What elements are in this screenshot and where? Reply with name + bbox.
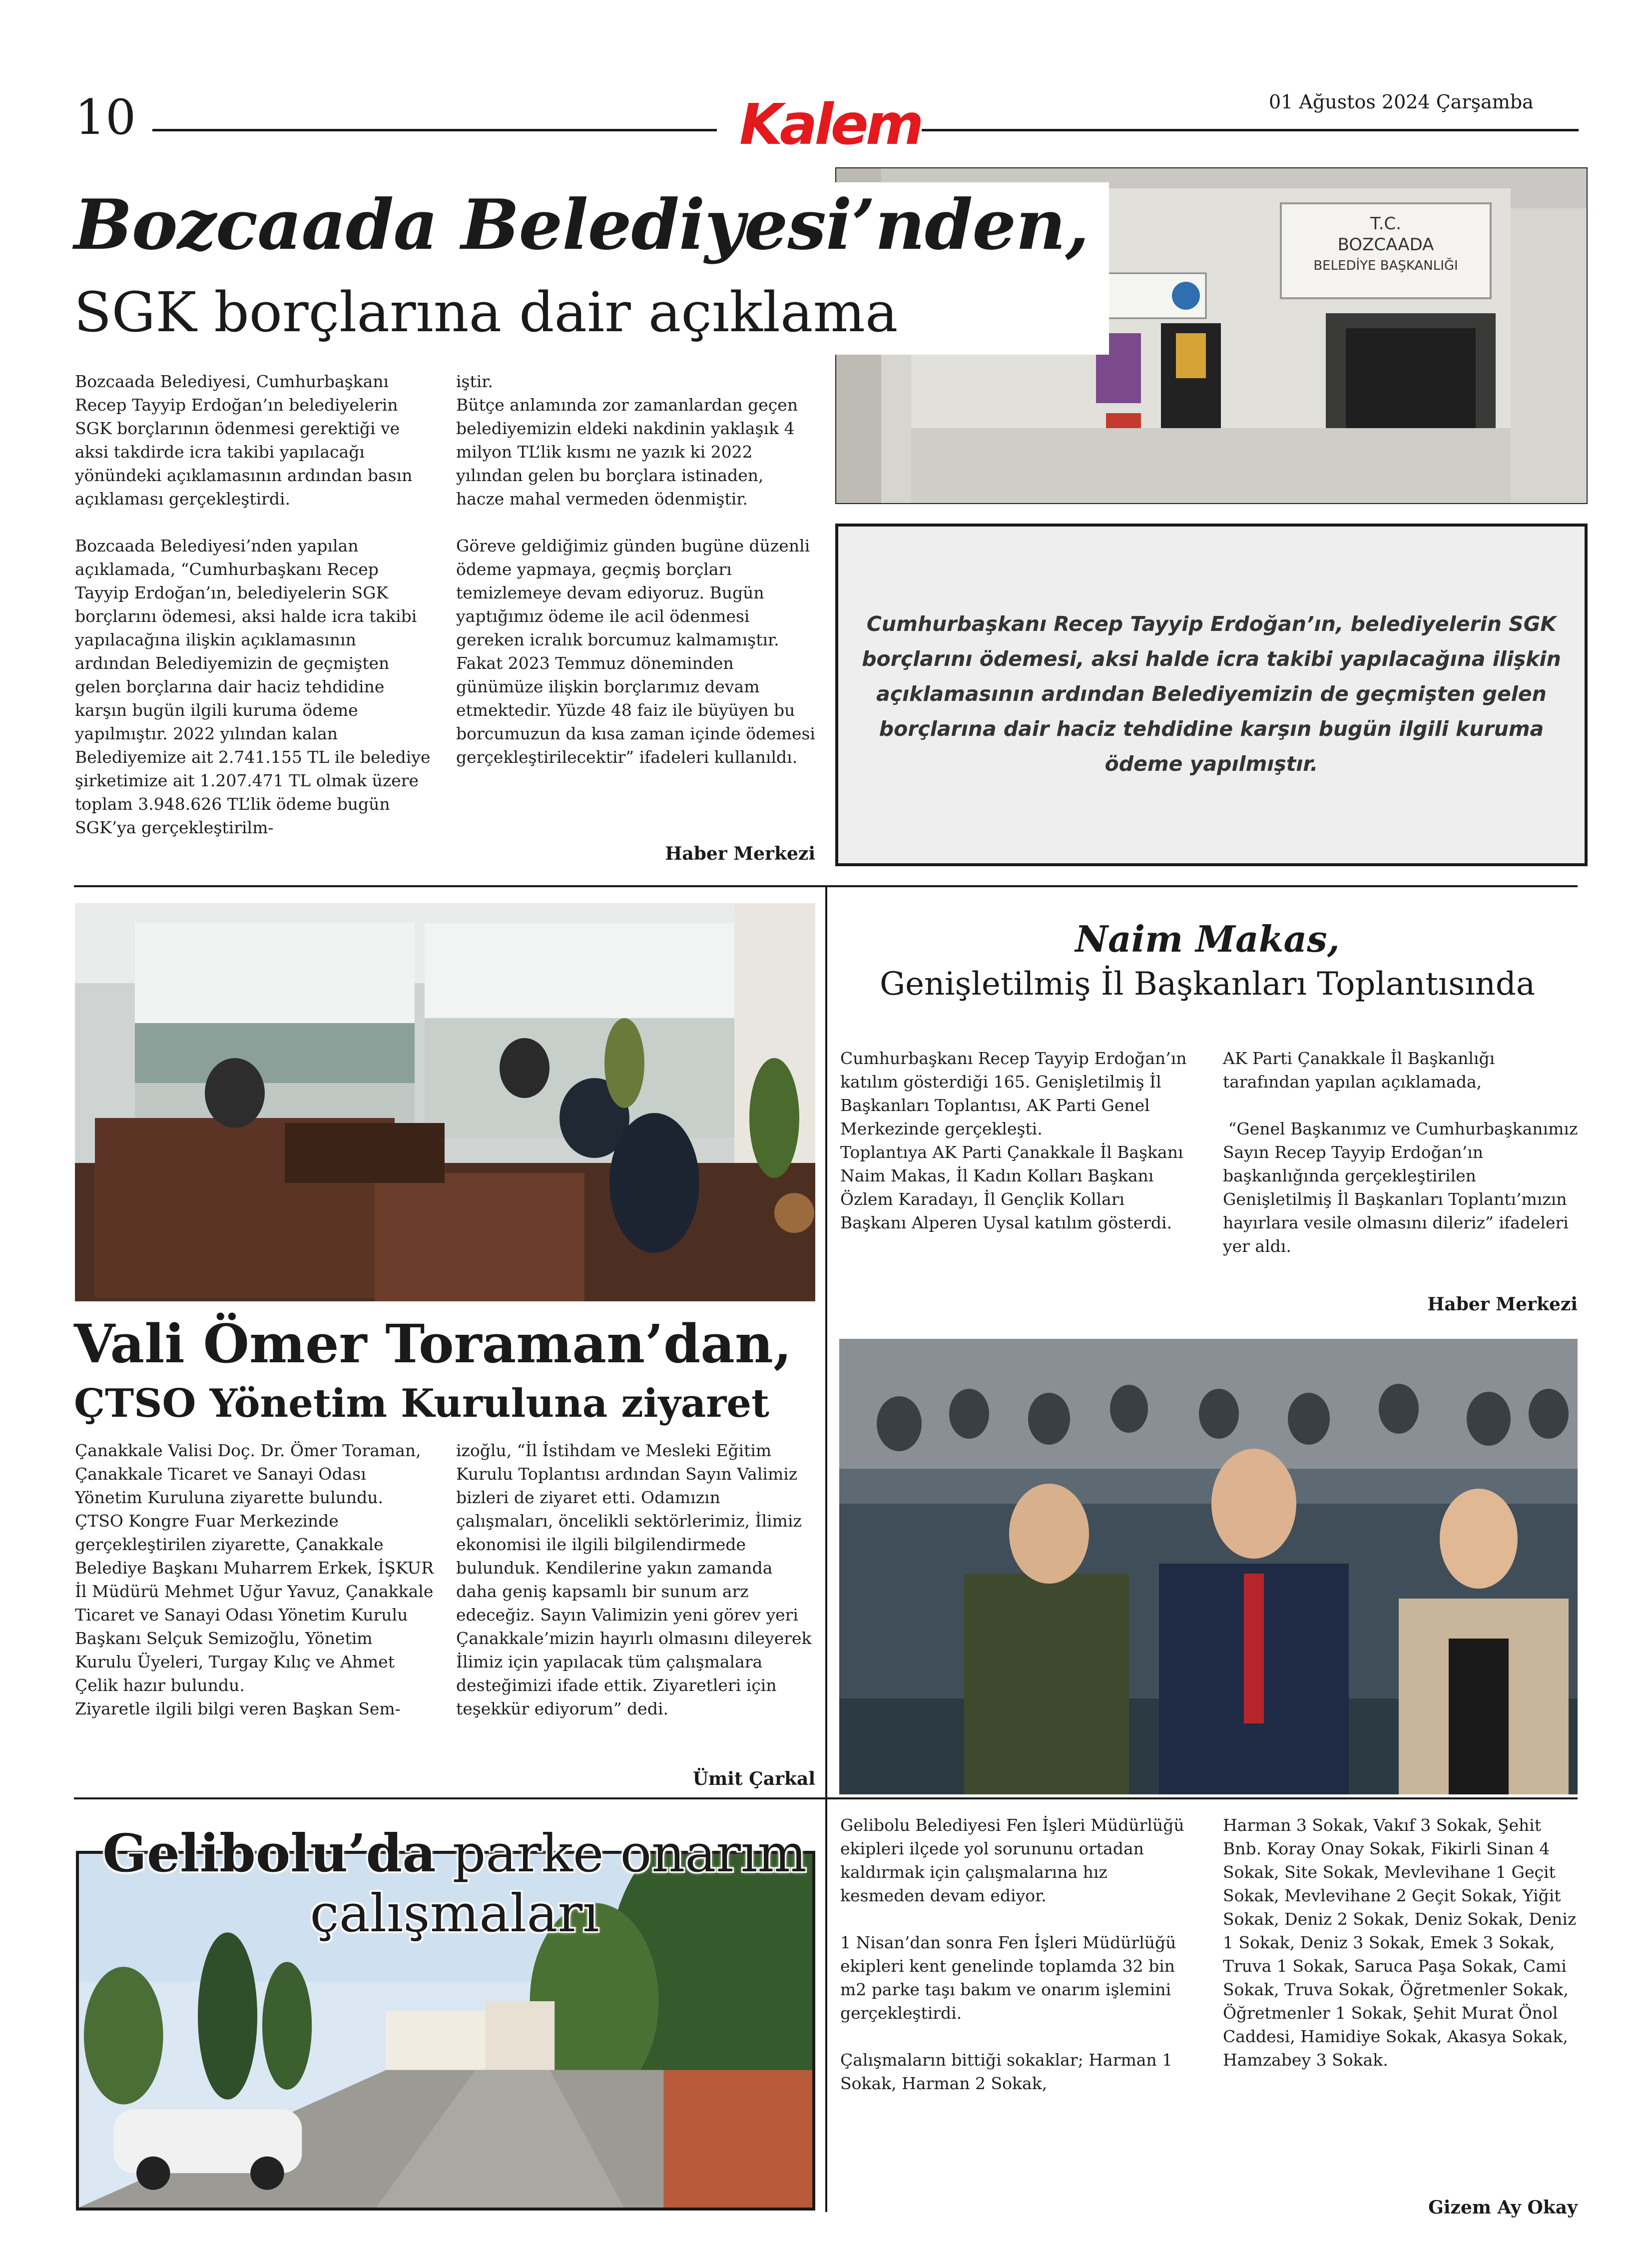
article3-col1	[840, 1047, 1190, 1234]
paragraph: Çanakkale Valisi Doç. Dr. Ömer Toraman, Çanakkale Ticaret ve Sanayi Odası Yönetim Kuruluna ziyarette bulundu. ÇTSO Kongre Fuar Merkezinde gerçekleştirilen ziyarette, Çanakkale Belediye Başkanı Muharrem Erkek, İŞKUR İl Müdürü Mehmet Uğur Yavuz, Çanakkale Ticaret ve Sanayi Odası Yönetim Kurulu Başkanı Selçuk Semizoğlu, Yönetim Kurulu Üyeleri, Turgay Kılıç ve Ahmet Çelik hazır bulundu. Ziyaretle ilgili bilgi veren Başkan Sem-	[75, 1441, 434, 1718]
article2-title: Vali Ömer Toraman’dan,	[74, 1312, 792, 1375]
article3-subtitle: Genişletilmiş İl Başkanları Toplantısında	[879, 966, 1536, 1003]
article2-col2	[456, 1439, 816, 1720]
paragraph: AK Parti Çanakkale İl Başkanlığı tarafından yapılan açıklamada,	[1223, 1049, 1495, 1092]
page-number: 10	[75, 89, 136, 145]
article3-col2	[1223, 1047, 1583, 1258]
paragraph: Bozcaada Belediyesi’nden yapılan açıklamada, “Cumhurbaşkanı Recep Tayyip Erdoğan’ın, belediyelerin SGK borçlarını ödemesi, aksi halde icra takibi yapılacağına ilişkin açıklamasının ardından Belediyemizin de geçmişten gelen borçlarına dair haciz tehdidine karşın bugün ilgili kuruma ödeme yapılmıştır. 2022 yılından kalan Belediyemize ait 2.741.155 TL ile belediye şirketimize ait 1.207.471 TL olmak üzere toplam 3.948.626 TL’lik ödeme bugün SGK’ya gerçekleştirilm-	[75, 536, 431, 837]
article3-title: Naim Makas,	[1075, 918, 1340, 960]
sign-line-3: BELEDİYE BAŞKANLIĞI	[1313, 258, 1458, 273]
paragraph: izoğlu, “İl İstihdam ve Mesleki Eğitim Kurulu Toplantısı ardından Sayın Valimiz bizleri de ziyaret etti. Odamızın çalışmaları, öncelikli sektörlerimiz, İlimiz ekonomisi ile ilgili bilgilendirmede bulunduk. Kendilerine yakın zamanda daha geniş kapsamlı bir sunum arz edeceğiz. Sayın Valimizin yeni görev yeri Çanakkale’mizin hayırlı olmasını dileyerek İlimiz için yapılacak tüm çalışmalara desteğimizi ifade ettik. Ziyaretleri için teşekkür ediyorum” dedi.	[456, 1441, 812, 1718]
article1-title: Bozcaada Belediyesi’nden,	[74, 184, 1089, 265]
newspaper-logo: Kalem	[739, 92, 921, 157]
quote-box	[835, 524, 1588, 866]
governor-visit-photo	[75, 903, 815, 1301]
article1-signature: Haber Merkezi	[665, 843, 815, 864]
paragraph: Çalışmaların bittiği sokaklar; Harman 1 Sokak, Harman 2 Sokak,	[840, 2050, 1173, 2093]
paragraph: “Genel Başkanımız ve Cumhurbaşkanımız Sayın Recep Tayyip Erdoğan’ın başkanlığında gerçekleştirilen Genişletilmiş İl Başkanları Toplantı’mızın hayırlara vesile olmasını dileriz” ifadeleri yer aldı.	[1223, 1119, 1583, 1256]
article4-title-line2: çalışmaları	[310, 1883, 599, 1944]
header-rule-left	[152, 129, 717, 131]
photo-sign-text	[1281, 213, 1491, 276]
paragraph: iştir. Bütçe anlamında zor zamanlardan geçen belediyemizin eldeki nakdinin yaklaşık 4 milyon TL’lik kısmı ne yazık ki 2022 yılından gelen bu borçlara istinaden, hacze mahal vermeden ödenmiştir.	[456, 372, 798, 509]
paragraph: 1 Nisan’dan sonra Fen İşleri Müdürlüğü ekipleri kent genelinde toplamda 32 bin m2 parke taşı bakım ve onarım işlemini gerçekleştirdi.	[840, 1933, 1176, 2023]
column-divider-1	[825, 885, 827, 1797]
article2-signature: Ümit Çarkal	[692, 1768, 815, 1789]
paragraph: Bozcaada Belediyesi, Cumhurbaşkanı Recep Tayyip Erdoğan’ın belediyelerin SGK borçlarının ödenmesi gerektiği ve aksi takdirde icra takibi yapılacağı yönündeki açıklamasının ardından basın açıklaması gerçekleştirdi.	[75, 372, 413, 509]
column-divider-2	[825, 1797, 827, 2212]
article1-subtitle: SGK borçlarına dair açıklama	[74, 280, 898, 344]
paragraph: Gelibolu Belediyesi Fen İşleri Müdürlüğü ekipleri ilçede yol sorununu ortadan kaldırmak için çalışmalarına hız kesmeden devam ediyor.	[840, 1815, 1184, 1905]
article1-col2	[456, 370, 816, 769]
article1-col1	[75, 370, 435, 839]
article4-col2	[1223, 1813, 1580, 2072]
party-meeting-photo	[839, 1339, 1578, 1794]
article4-title-bold: Gelibolu’da	[102, 1822, 436, 1884]
article4-title-rest: parke onarım	[436, 1823, 807, 1884]
sign-line-2: BOZCAADA	[1337, 235, 1434, 255]
article3-signature: Haber Merkezi	[1427, 1294, 1578, 1315]
article2-col1	[75, 1439, 435, 1720]
article4-signature: Gizem Ay Okay	[1428, 2197, 1578, 2218]
paragraph: Cumhurbaşkanı Recep Tayyip Erdoğan’ın katılım gösterdiği 165. Genişletilmiş İl Başkanları Toplantısı, AK Parti Genel Merkezinde gerçekleşti. Toplantıya AK Parti Çanakkale İl Başkanı Naim Makas, İl Kadın Kolları Başkanı Özlem Karadayı, İl Gençlik Kolları Başkanı Alperen Uysal katılım gösterdi.	[840, 1049, 1187, 1232]
article4-title	[100, 1823, 809, 1883]
paragraph: Göreve geldiğimiz günden bugüne düzenli ödeme yapmaya, geçmiş borçları temizlemeye devam ediyoruz. Bugün yaptığımız ödeme ile acil ödenmesi gereken icralık borcumuz kalmamıştır. Fakat 2023 Temmuz döneminden günümüze ilişkin borçlarımız devam etmektedir. Yüzde 48 faiz ile büyüyen bu borcumuzun da kısa zaman içinde ödemesi gerçekleştirilecektir” ifadeleri kullanıldı.	[456, 536, 815, 767]
article2-subtitle: ÇTSO Yönetim Kuruluna ziyaret	[74, 1381, 770, 1426]
issue-date: 01 Ağustos 2024 Çarşamba	[1269, 91, 1534, 113]
header-rule-right	[922, 129, 1579, 131]
sign-line-1: T.C.	[1370, 214, 1402, 234]
article4-col1	[840, 1813, 1190, 2095]
quote-text: Cumhurbaşkanı Recep Tayyip Erdoğan’ın, belediyelerin SGK borçlarını ödemesi, aksi halde icra takibi yapılacağına ilişkin açıklamasının ardından Belediyemizin de geçmişten gelen borçlarına dair haciz tehdidine karşın bugün ilgili kuruma ödeme yapılmıştır.	[862, 612, 1561, 776]
paragraph: Harman 3 Sokak, Vakıf 3 Sokak, Şehit Bnb. Koray Onay Sokak, Fikirli Sinan 4 Sokak, Site Sokak, Mevlevihane 1 Geçit Sokak, Mevlevihane 2 Geçit Sokak, Yiğit Sokak, Deniz 2 Sokak, Deniz Sokak, Deniz 1 Sokak, Deniz 3 Sokak, Emek 3 Sokak, Truva 1 Sokak, Saruca Paşa Sokak, Cami Sokak, Truva Sokak, Öğretmenler Sokak, Öğretmenler 1 Sokak, Şehit Murat Önol Caddesi, Hamidiye Sokak, Akasya Sokak, Hamzabey 3 Sokak.	[1223, 1815, 1577, 2070]
